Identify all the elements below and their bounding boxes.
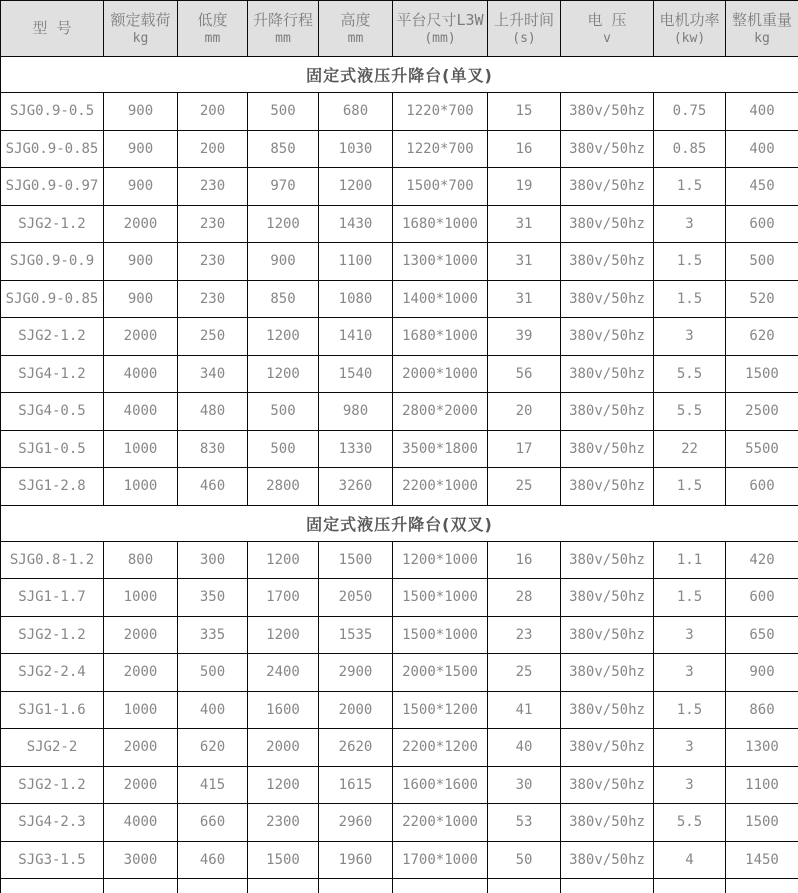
table-cell: 2000 xyxy=(104,616,178,654)
section-header-row xyxy=(1,57,798,93)
table-cell: 31 xyxy=(488,243,561,281)
table-cell: 450 xyxy=(726,168,798,206)
table-cell: 19 xyxy=(488,168,561,206)
table-cell: 3500*1800 xyxy=(393,430,488,468)
column-header-lift-stroke xyxy=(248,1,319,57)
table-cell: 650 xyxy=(726,616,798,654)
table-cell: 500 xyxy=(248,393,319,431)
table-cell xyxy=(319,879,393,893)
column-unit: v xyxy=(603,30,611,46)
table-cell: 3 xyxy=(654,616,726,654)
table-cell: 1200 xyxy=(248,766,319,804)
table-cell: 1200 xyxy=(248,205,319,243)
table-cell: 900 xyxy=(248,243,319,281)
table-row xyxy=(1,130,798,168)
column-header-platform-size xyxy=(393,1,488,57)
table-cell: 380v/50hz xyxy=(561,168,654,206)
table-cell: 200 xyxy=(178,130,248,168)
table-cell: 5500 xyxy=(726,430,798,468)
table-cell: 5.5 xyxy=(654,393,726,431)
table-cell: SJG0.9-0.85 xyxy=(1,130,104,168)
table-cell: 1000 xyxy=(104,691,178,729)
table-cell: 1500 xyxy=(319,541,393,579)
table-cell: 4000 xyxy=(104,393,178,431)
table-cell: 415 xyxy=(178,766,248,804)
table-row xyxy=(1,318,798,356)
table-cell: 1100 xyxy=(319,243,393,281)
table-cell: 25 xyxy=(488,468,561,506)
table-cell: 1400*1000 xyxy=(393,280,488,318)
column-header-rise-time xyxy=(488,1,561,57)
table-row xyxy=(1,205,798,243)
table-cell: SJG2-2 xyxy=(1,729,104,767)
table-cell: 900 xyxy=(104,168,178,206)
table-cell: 380v/50hz xyxy=(561,804,654,842)
table-cell: 1680*1000 xyxy=(393,318,488,356)
table-cell: 620 xyxy=(178,729,248,767)
table-body xyxy=(1,57,798,893)
table-cell: 380v/50hz xyxy=(561,243,654,281)
table-cell: 0.75 xyxy=(654,93,726,131)
header-row xyxy=(1,1,798,57)
table-cell: 1500 xyxy=(248,841,319,879)
table-cell: 2960 xyxy=(319,804,393,842)
table-cell: 680 xyxy=(319,93,393,131)
table-cell xyxy=(726,879,798,893)
table-cell: 350 xyxy=(178,579,248,617)
table-cell: 1220*700 xyxy=(393,93,488,131)
table-cell: 25 xyxy=(488,654,561,692)
table-cell: 1680*1000 xyxy=(393,205,488,243)
column-title: 低度 xyxy=(197,11,228,30)
column-title: 电机功率 xyxy=(659,11,720,30)
table-cell: 16 xyxy=(488,130,561,168)
table-cell: 380v/50hz xyxy=(561,841,654,879)
table-cell: 230 xyxy=(178,280,248,318)
table-cell: 3 xyxy=(654,729,726,767)
table-cell: 230 xyxy=(178,205,248,243)
table-cell xyxy=(393,879,488,893)
table-cell: 460 xyxy=(178,468,248,506)
column-unit: mm xyxy=(347,30,364,46)
column-unit: (s) xyxy=(512,30,536,46)
table-cell: 335 xyxy=(178,616,248,654)
table-cell: 41 xyxy=(488,691,561,729)
table-cell: SJG4-0.5 xyxy=(1,393,104,431)
column-title: 型 号 xyxy=(32,18,72,37)
table-row xyxy=(1,579,798,617)
table-cell: SJG2-1.2 xyxy=(1,318,104,356)
table-cell: 1200 xyxy=(248,318,319,356)
table-cell: 1500*1000 xyxy=(393,579,488,617)
table-row xyxy=(1,804,798,842)
table-cell: 3260 xyxy=(319,468,393,506)
table-cell: 2800 xyxy=(248,468,319,506)
table-cell: 380v/50hz xyxy=(561,430,654,468)
table-cell: SJG1-1.7 xyxy=(1,579,104,617)
table-cell: 1.5 xyxy=(654,468,726,506)
table-cell: 850 xyxy=(248,280,319,318)
table-cell: 420 xyxy=(726,541,798,579)
table-cell: 230 xyxy=(178,168,248,206)
table-cell: 830 xyxy=(178,430,248,468)
column-header-rated-load xyxy=(104,1,178,57)
column-header-model xyxy=(1,1,104,57)
table-cell: 1330 xyxy=(319,430,393,468)
table-cell: 400 xyxy=(726,130,798,168)
partial-row xyxy=(1,879,798,893)
column-unit: (mm) xyxy=(424,30,456,46)
table-row xyxy=(1,430,798,468)
table-cell: 480 xyxy=(178,393,248,431)
table-cell: 2000 xyxy=(104,654,178,692)
table-cell: 17 xyxy=(488,430,561,468)
table-row xyxy=(1,468,798,506)
table-cell: 2400 xyxy=(248,654,319,692)
table-cell xyxy=(1,879,104,893)
table-cell: 1535 xyxy=(319,616,393,654)
table-cell: 1430 xyxy=(319,205,393,243)
column-unit: kg xyxy=(132,30,149,46)
table-cell: 1000 xyxy=(104,468,178,506)
table-cell: 2000 xyxy=(319,691,393,729)
table-cell: SJG0.9-0.5 xyxy=(1,93,104,131)
table-cell xyxy=(561,879,654,893)
table-cell: 600 xyxy=(726,205,798,243)
table-cell: 2000 xyxy=(104,205,178,243)
table-cell: 2300 xyxy=(248,804,319,842)
table-cell: 1700*1000 xyxy=(393,841,488,879)
column-unit: mm xyxy=(204,30,221,46)
table-cell: 22 xyxy=(654,430,726,468)
table-cell: 15 xyxy=(488,93,561,131)
column-title: 高度 xyxy=(340,11,371,30)
table-cell: 1200 xyxy=(248,541,319,579)
table-cell: 3 xyxy=(654,766,726,804)
table-cell: 380v/50hz xyxy=(561,205,654,243)
column-unit: kg xyxy=(754,30,770,46)
table-cell: 31 xyxy=(488,280,561,318)
table-cell: 1700 xyxy=(248,579,319,617)
table-cell: 1220*700 xyxy=(393,130,488,168)
table-cell: 520 xyxy=(726,280,798,318)
table-row xyxy=(1,355,798,393)
table-cell: 980 xyxy=(319,393,393,431)
table-cell: 400 xyxy=(726,93,798,131)
table-row xyxy=(1,168,798,206)
table-cell: 3 xyxy=(654,205,726,243)
table-cell: 2000 xyxy=(104,318,178,356)
table-cell: 5.5 xyxy=(654,355,726,393)
table-cell: SJG4-1.2 xyxy=(1,355,104,393)
table-row xyxy=(1,280,798,318)
table-row xyxy=(1,729,798,767)
table-cell: 380v/50hz xyxy=(561,654,654,692)
table-cell: 2000 xyxy=(104,729,178,767)
table-cell: 1300 xyxy=(726,729,798,767)
table-cell xyxy=(654,879,726,893)
column-title: 整机重量 xyxy=(731,11,792,30)
table-cell xyxy=(248,879,319,893)
table-cell: SJG0.9-0.97 xyxy=(1,168,104,206)
table-cell: 2200*1000 xyxy=(393,804,488,842)
table-cell: 30 xyxy=(488,766,561,804)
table-cell: 380v/50hz xyxy=(561,318,654,356)
table-cell: 380v/50hz xyxy=(561,468,654,506)
table-cell: 380v/50hz xyxy=(561,766,654,804)
table-cell: 380v/50hz xyxy=(561,355,654,393)
table-cell: 230 xyxy=(178,243,248,281)
table-cell: 4 xyxy=(654,841,726,879)
table-cell: 340 xyxy=(178,355,248,393)
column-header-height xyxy=(319,1,393,57)
table-cell: 1600*1600 xyxy=(393,766,488,804)
table-cell: 20 xyxy=(488,393,561,431)
table-cell: 380v/50hz xyxy=(561,579,654,617)
table-row xyxy=(1,243,798,281)
table-cell xyxy=(104,879,178,893)
table-cell: 39 xyxy=(488,318,561,356)
table-cell: 56 xyxy=(488,355,561,393)
table-cell: 2900 xyxy=(319,654,393,692)
table-cell: 1.5 xyxy=(654,280,726,318)
table-cell: 2200*1200 xyxy=(393,729,488,767)
table-cell: 800 xyxy=(104,541,178,579)
table-cell: 2000*1500 xyxy=(393,654,488,692)
table-cell: 1500 xyxy=(726,804,798,842)
table-cell: 860 xyxy=(726,691,798,729)
column-title: 电 压 xyxy=(587,11,627,30)
table-cell: 16 xyxy=(488,541,561,579)
table-cell: 1.5 xyxy=(654,168,726,206)
table-cell: 31 xyxy=(488,205,561,243)
table-cell: 1300*1000 xyxy=(393,243,488,281)
table-cell: 380v/50hz xyxy=(561,729,654,767)
table-cell: 1410 xyxy=(319,318,393,356)
table-cell: 1450 xyxy=(726,841,798,879)
table-row xyxy=(1,691,798,729)
table-cell: 900 xyxy=(104,93,178,131)
table-cell: 900 xyxy=(104,130,178,168)
table-cell: 1100 xyxy=(726,766,798,804)
table-cell: SJG1-0.5 xyxy=(1,430,104,468)
table-cell: 3000 xyxy=(104,841,178,879)
table-row xyxy=(1,93,798,131)
table-cell: 1200 xyxy=(248,355,319,393)
table-cell: 500 xyxy=(726,243,798,281)
table-cell: SJG1-1.6 xyxy=(1,691,104,729)
table-cell: 500 xyxy=(178,654,248,692)
table-cell: 1080 xyxy=(319,280,393,318)
table-cell: 200 xyxy=(178,93,248,131)
table-cell: SJG0.9-0.9 xyxy=(1,243,104,281)
table-cell: SJG0.9-0.85 xyxy=(1,280,104,318)
table-cell: 380v/50hz xyxy=(561,616,654,654)
table-cell: 380v/50hz xyxy=(561,691,654,729)
column-title: 额定载荷 xyxy=(110,11,171,30)
table-cell: 1.1 xyxy=(654,541,726,579)
table-row xyxy=(1,766,798,804)
table-cell: 2620 xyxy=(319,729,393,767)
table-cell: 1200 xyxy=(248,616,319,654)
table-cell: SJG2-1.2 xyxy=(1,766,104,804)
table-cell: 1.5 xyxy=(654,579,726,617)
table-cell: 460 xyxy=(178,841,248,879)
table-cell: 1000 xyxy=(104,579,178,617)
table-cell: 1500*1200 xyxy=(393,691,488,729)
column-header-total-weight xyxy=(726,1,798,57)
table-cell: 380v/50hz xyxy=(561,541,654,579)
table-cell: 380v/50hz xyxy=(561,280,654,318)
table-cell: 600 xyxy=(726,579,798,617)
table-cell: 2500 xyxy=(726,393,798,431)
section-title: 固定式液压升降台(单叉) xyxy=(1,57,798,93)
table-cell: 53 xyxy=(488,804,561,842)
table-row xyxy=(1,841,798,879)
table-cell: 2050 xyxy=(319,579,393,617)
table-cell: 620 xyxy=(726,318,798,356)
table-cell: 1540 xyxy=(319,355,393,393)
table-cell: 500 xyxy=(248,430,319,468)
table-cell: 2000 xyxy=(104,766,178,804)
column-unit: (kw) xyxy=(673,30,706,46)
table-cell: 600 xyxy=(726,468,798,506)
table-cell: 500 xyxy=(248,93,319,131)
table-cell: 3 xyxy=(654,318,726,356)
table-cell: 300 xyxy=(178,541,248,579)
table-cell xyxy=(488,879,561,893)
table-cell: 1500*700 xyxy=(393,168,488,206)
table-cell: 1600 xyxy=(248,691,319,729)
table-cell: 3 xyxy=(654,654,726,692)
table-cell: 28 xyxy=(488,579,561,617)
table-cell: 23 xyxy=(488,616,561,654)
column-unit: mm xyxy=(275,30,291,46)
column-title: 上升时间 xyxy=(493,11,554,30)
table-cell: SJG2-2.4 xyxy=(1,654,104,692)
column-header-voltage xyxy=(561,1,654,57)
section-title: 固定式液压升降台(双叉) xyxy=(1,505,798,541)
table-cell: 4000 xyxy=(104,355,178,393)
table-cell: SJG1-2.8 xyxy=(1,468,104,506)
column-header-low-height xyxy=(178,1,248,57)
table-cell: 660 xyxy=(178,804,248,842)
section-header-row xyxy=(1,505,798,541)
table-row xyxy=(1,654,798,692)
table-cell: 380v/50hz xyxy=(561,393,654,431)
table-cell: 1030 xyxy=(319,130,393,168)
table-cell: 4000 xyxy=(104,804,178,842)
table-cell: 850 xyxy=(248,130,319,168)
table-cell: SJG3-1.5 xyxy=(1,841,104,879)
table-cell: SJG2-1.2 xyxy=(1,205,104,243)
table-cell: 1200 xyxy=(319,168,393,206)
table-cell: 1.5 xyxy=(654,691,726,729)
table-cell: 1000 xyxy=(104,430,178,468)
table-cell: 0.85 xyxy=(654,130,726,168)
table-cell: 40 xyxy=(488,729,561,767)
table-cell: 900 xyxy=(104,243,178,281)
table-cell: 1960 xyxy=(319,841,393,879)
table-cell: SJG2-1.2 xyxy=(1,616,104,654)
table-cell: 250 xyxy=(178,318,248,356)
table-cell: 380v/50hz xyxy=(561,130,654,168)
column-title: 平台尺寸L3W xyxy=(396,11,484,30)
table-cell: 5.5 xyxy=(654,804,726,842)
column-title: 升降行程 xyxy=(252,11,313,30)
table-cell: 2000*1000 xyxy=(393,355,488,393)
table-cell: 2000 xyxy=(248,729,319,767)
table-cell: 900 xyxy=(104,280,178,318)
column-header-motor-power xyxy=(654,1,726,57)
table-cell: 2200*1000 xyxy=(393,468,488,506)
table-cell: 1200*1000 xyxy=(393,541,488,579)
table-cell: SJG4-2.3 xyxy=(1,804,104,842)
table-cell xyxy=(178,879,248,893)
table-cell: SJG0.8-1.2 xyxy=(1,541,104,579)
table-header xyxy=(1,1,798,57)
table-cell: 1.5 xyxy=(654,243,726,281)
table-cell: 900 xyxy=(726,654,798,692)
table-cell: 1500 xyxy=(726,355,798,393)
table-cell: 2800*2000 xyxy=(393,393,488,431)
table-row xyxy=(1,541,798,579)
table-cell: 1500*1000 xyxy=(393,616,488,654)
table-cell: 1615 xyxy=(319,766,393,804)
table-row xyxy=(1,616,798,654)
table-cell: 400 xyxy=(178,691,248,729)
table-row xyxy=(1,393,798,431)
table-cell: 380v/50hz xyxy=(561,93,654,131)
table-cell: 970 xyxy=(248,168,319,206)
table-cell: 50 xyxy=(488,841,561,879)
